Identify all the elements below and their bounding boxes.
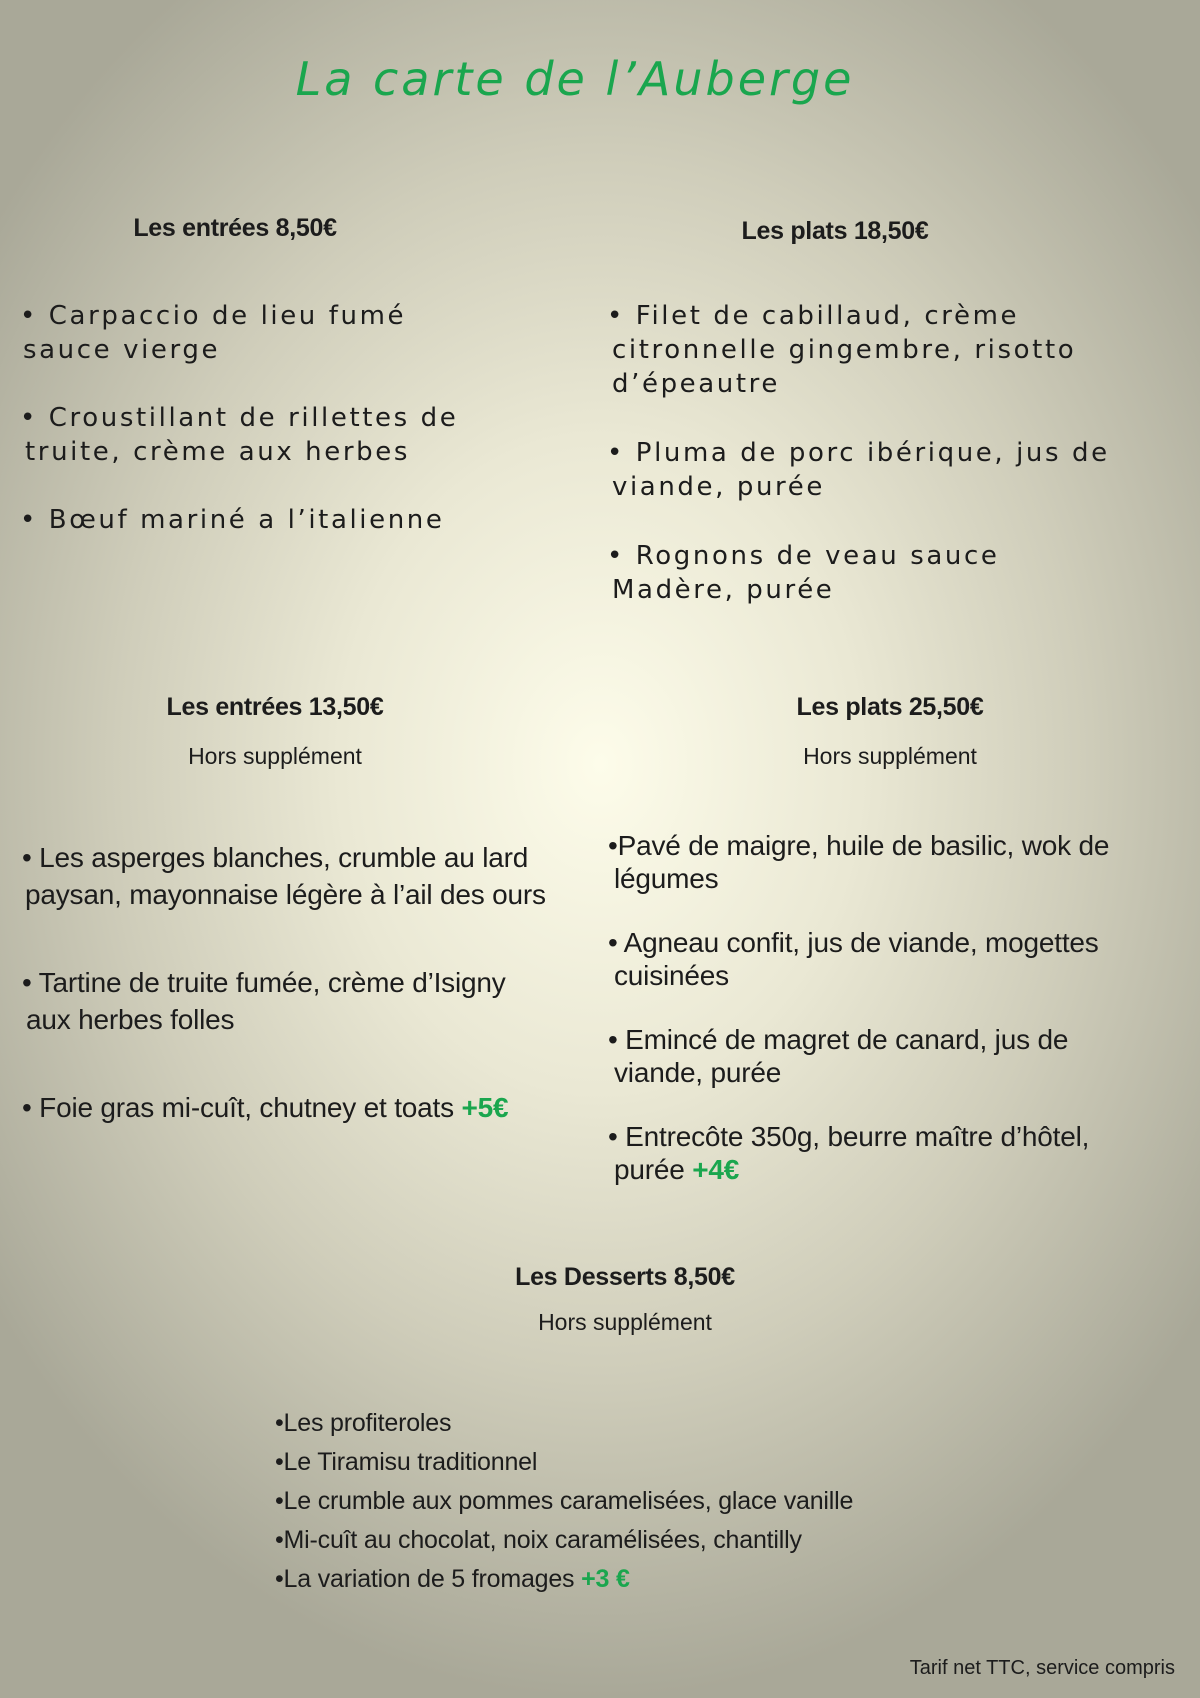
item-line: légumes: [614, 863, 719, 894]
item-line: • Carpaccio de lieu fumé: [20, 301, 407, 331]
entrees-large-subtitle: Hors supplément: [188, 743, 362, 769]
item-line: • Agneau confit, jus de viande, mogettes: [608, 927, 1099, 958]
item-line: cuisinées: [614, 960, 729, 991]
dessert-text: •Mi-cuît au chocolat, noix caramélisées, chantilly: [275, 1526, 802, 1554]
dessert-item: [275, 1560, 975, 1599]
desserts-heading: Les Desserts 8,50€: [515, 1263, 735, 1291]
item-line: • Foie gras mi-cuît, chutney et toats: [22, 1092, 462, 1123]
entrees-small-item: [20, 299, 580, 367]
item-line: • Croustillant de rillettes de: [20, 403, 459, 433]
plats-small-item: [607, 539, 1187, 607]
plats-large-item: [608, 926, 1188, 992]
item-line: aux herbes folles: [26, 1004, 235, 1035]
menu-title: La carte de l’Auberge: [295, 52, 855, 106]
dessert-item: [275, 1404, 975, 1443]
item-line: • Filet de cabillaud, crème: [607, 301, 1020, 331]
item-line: citronnelle gingembre, risotto: [612, 335, 1077, 365]
plats-large-heading: Les plats 25,50€: [796, 693, 984, 721]
item-line: Madère, purée: [612, 575, 835, 605]
item-line: d’épeautre: [612, 369, 780, 399]
entrees-large-heading: Les entrées 13,50€: [166, 693, 384, 721]
plats-large-item: [608, 829, 1188, 895]
dessert-text: •Le Tiramisu traditionnel: [275, 1448, 538, 1476]
item-line: • Bœuf mariné a l’italienne: [20, 505, 445, 535]
item-line: sauce vierge: [23, 335, 221, 365]
item-line: • Tartine de truite fumée, crème d’Isigny: [22, 967, 506, 998]
plats-large-item: [608, 1120, 1188, 1186]
item-line: • Rognons de veau sauce: [607, 541, 1000, 571]
item-line: •Pavé de maigre, huile de basilic, wok de: [608, 830, 1110, 861]
entrees-small-list: [20, 299, 580, 537]
plats-small-item: [607, 299, 1187, 401]
dessert-item: [275, 1482, 975, 1521]
plats-small-heading: Les plats 18,50€: [741, 217, 929, 245]
entrees-small-item: [20, 401, 580, 469]
supplement-price: +4€: [692, 1154, 740, 1185]
dessert-text: •La variation de 5 fromages: [275, 1565, 582, 1593]
dessert-item: [275, 1521, 975, 1560]
desserts-list: [275, 1404, 975, 1599]
supplement-price: +3 €: [581, 1565, 630, 1593]
supplement-price: +5€: [461, 1092, 509, 1123]
item-line: paysan, mayonnaise légère à l’ail des ours: [25, 879, 546, 910]
desserts-subtitle: Hors supplément: [538, 1309, 712, 1335]
plats-small-list: [607, 299, 1187, 607]
entrees-large-item: [22, 964, 602, 1038]
item-line: • Emincé de magret de canard, jus de: [608, 1024, 1069, 1055]
item-line: • Entrecôte 350g, beurre maître d’hôtel,: [608, 1121, 1090, 1152]
plats-small-item: [607, 436, 1187, 504]
item-line: purée: [614, 1154, 693, 1185]
item-line: • Pluma de porc ibérique, jus de: [607, 438, 1110, 468]
item-line: viande, purée: [612, 472, 825, 502]
plats-large-subtitle: Hors supplément: [803, 743, 977, 769]
footer-note: Tarif net TTC, service compris: [909, 1657, 1175, 1679]
dessert-item: [275, 1443, 975, 1482]
dessert-text: •Les profiteroles: [275, 1409, 452, 1437]
entrees-large-list: [22, 839, 602, 1126]
item-line: • Les asperges blanches, crumble au lard: [22, 842, 529, 873]
item-line: truite, crème aux herbes: [25, 437, 410, 467]
entrees-large-item: [22, 1089, 602, 1126]
plats-large-list: [608, 829, 1188, 1186]
plats-large-item: [608, 1023, 1188, 1089]
item-line: viande, purée: [614, 1057, 782, 1088]
entrees-small-item: [20, 503, 580, 537]
dessert-text: •Le crumble aux pommes caramelisées, glace vanille: [275, 1487, 854, 1515]
entrees-small-heading: Les entrées 8,50€: [133, 214, 337, 242]
entrees-large-item: [22, 839, 602, 913]
